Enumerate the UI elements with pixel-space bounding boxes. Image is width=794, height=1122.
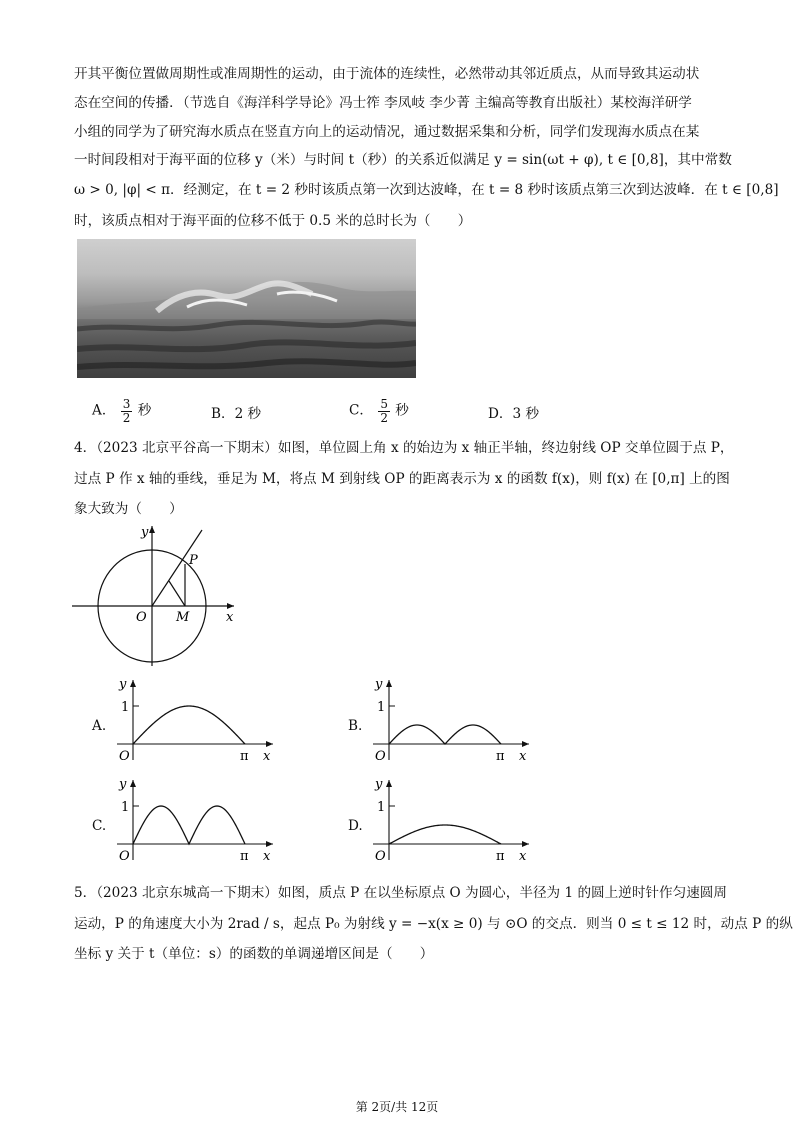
graph-pi-label: π [496,749,505,764]
graph-y-label: y [375,677,383,692]
graph-one-label: 1 [377,700,386,715]
q4-line-3: 象大致为（ ） [74,501,183,517]
q3-line-5: ω > 0, |φ| < π．经测定，在 t = 2 秒时该质点第一次到达波峰，在 t = 8 秒时该质点第三次到达波峰．在 t ∈ [0,8] [74,182,779,198]
fraction-numerator: 3 [122,397,131,411]
graph-one-label: 1 [121,800,130,815]
q5-line-1: 5．（2023 北京东城高一下期末）如图，质点 P 在以坐标原点 O 为圆心，半径为 1 的圆上逆时针作匀速圆周 [74,885,727,901]
y-axis-arrow [130,780,136,787]
q3-option-b[interactable]: B．2 秒 [211,406,262,422]
q3-line-1: 开其平衡位置做周期性或准周期性的运动，由于流体的连续性，必然带动其邻近质点，从而导致其运动状 [74,66,700,82]
q3-option-a[interactable] [92,398,151,424]
curve [389,725,501,744]
graph-x-label: x [519,849,527,864]
curve [133,706,245,744]
q4-option-a-label[interactable]: A. [92,718,107,734]
q4-line-2: 过点 P 作 x 轴的垂线，垂足为 M，将点 M 到射线 OP 的距离表示为 x 的函数 f(x)，则 f(x) 在 [0,π] 上的图 [74,471,730,487]
unit-circle-figure [66,520,246,670]
graph-y-label: y [119,777,127,792]
y-axis-arrow [130,680,136,687]
graph-pi-label: π [496,849,505,864]
figure-x-label: x [226,610,234,625]
q3-line-3: 小组的同学为了研究海水质点在竖直方向上的运动情况，通过数据采集和分析，同学们发现海水质点在某 [74,124,700,140]
graph-pi-label: π [240,749,249,764]
q4-graph-d[interactable] [369,776,539,866]
graph-origin-label: O [375,849,386,864]
graph-y-label: y [375,777,383,792]
q3-option-a-fraction [121,398,133,424]
ocean-wave-photo [77,239,416,378]
graph-x-label: x [519,749,527,764]
figure-y-label: y [141,525,149,540]
q4-graph-a[interactable] [113,676,283,766]
fraction-numerator: 5 [380,397,388,411]
q4-option-b-label[interactable]: B. [348,718,363,734]
q4-option-d-label[interactable]: D. [348,818,363,834]
q3-option-d[interactable]: D．3 秒 [488,406,540,422]
x-axis-arrow [522,741,529,747]
graph-one-label: 1 [121,700,130,715]
graph-one-label: 1 [377,800,386,815]
q4-option-c-label[interactable]: C. [92,818,107,834]
curve [133,806,245,844]
q3-option-a-label: A． [92,402,116,419]
curve [389,825,501,844]
q5-line-3: 坐标 y 关于 t（单位：s）的函数的单调递增区间是（ ） [74,946,434,962]
graph-pi-label: π [240,849,249,864]
fraction-denominator: 2 [380,410,388,425]
graph-x-label: x [263,849,271,864]
q5-line-2: 运动，P 的角速度大小为 2rad / s，起点 P₀ 为射线 y = −x(x ≥ 0) 与 ⊙O 的交点．则当 0 ≤ t ≤ 12 时，动点 P 的纵 [74,916,793,932]
x-axis-arrow [522,841,529,847]
q3-option-c-label: C． [349,402,373,419]
x-axis-arrow [266,841,273,847]
y-axis-arrow [386,680,392,687]
q3-option-c-unit: 秒 [395,402,409,419]
graph-x-label: x [263,749,271,764]
q4-graph-c[interactable] [113,776,283,866]
fraction-denominator: 2 [122,410,131,425]
figure-m-label: M [176,610,190,625]
figure-p-label: P [189,553,198,568]
graph-origin-label: O [119,849,130,864]
q3-option-c-fraction [378,398,390,424]
graph-origin-label: O [375,749,386,764]
graph-y-label: y [119,677,127,692]
q3-line-4: 一时间段相对于海平面的位移 y（米）与时间 t（秒）的关系近似满足 y = sin(ωt + φ), t ∈ [0,8]，其中常数 [74,152,732,168]
graph-origin-label: O [119,749,130,764]
q4-line-1: 4．（2023 北京平谷高一下期末）如图，单位圆上角 x 的始边为 x 轴正半轴，终边射线 OP 交单位圆于点 P， [74,440,734,456]
q3-line-6: 时，该质点相对于海平面的位移不低于 0.5 米的总时长为（ ） [74,213,472,229]
q3-option-c[interactable] [349,398,409,424]
y-axis-arrow [386,780,392,787]
q4-graph-b[interactable] [369,676,539,766]
x-axis-arrow [266,741,273,747]
figure-origin-label: O [136,610,147,625]
q3-option-a-unit: 秒 [137,402,152,419]
page-footer: 第 2页/共 12页 [355,1100,439,1114]
q3-line-2: 态在空间的传播．（节选自《海洋科学导论》冯士筰 李凤岐 李少菁 主编高等教育出版社）某校海洋研学 [74,95,692,111]
